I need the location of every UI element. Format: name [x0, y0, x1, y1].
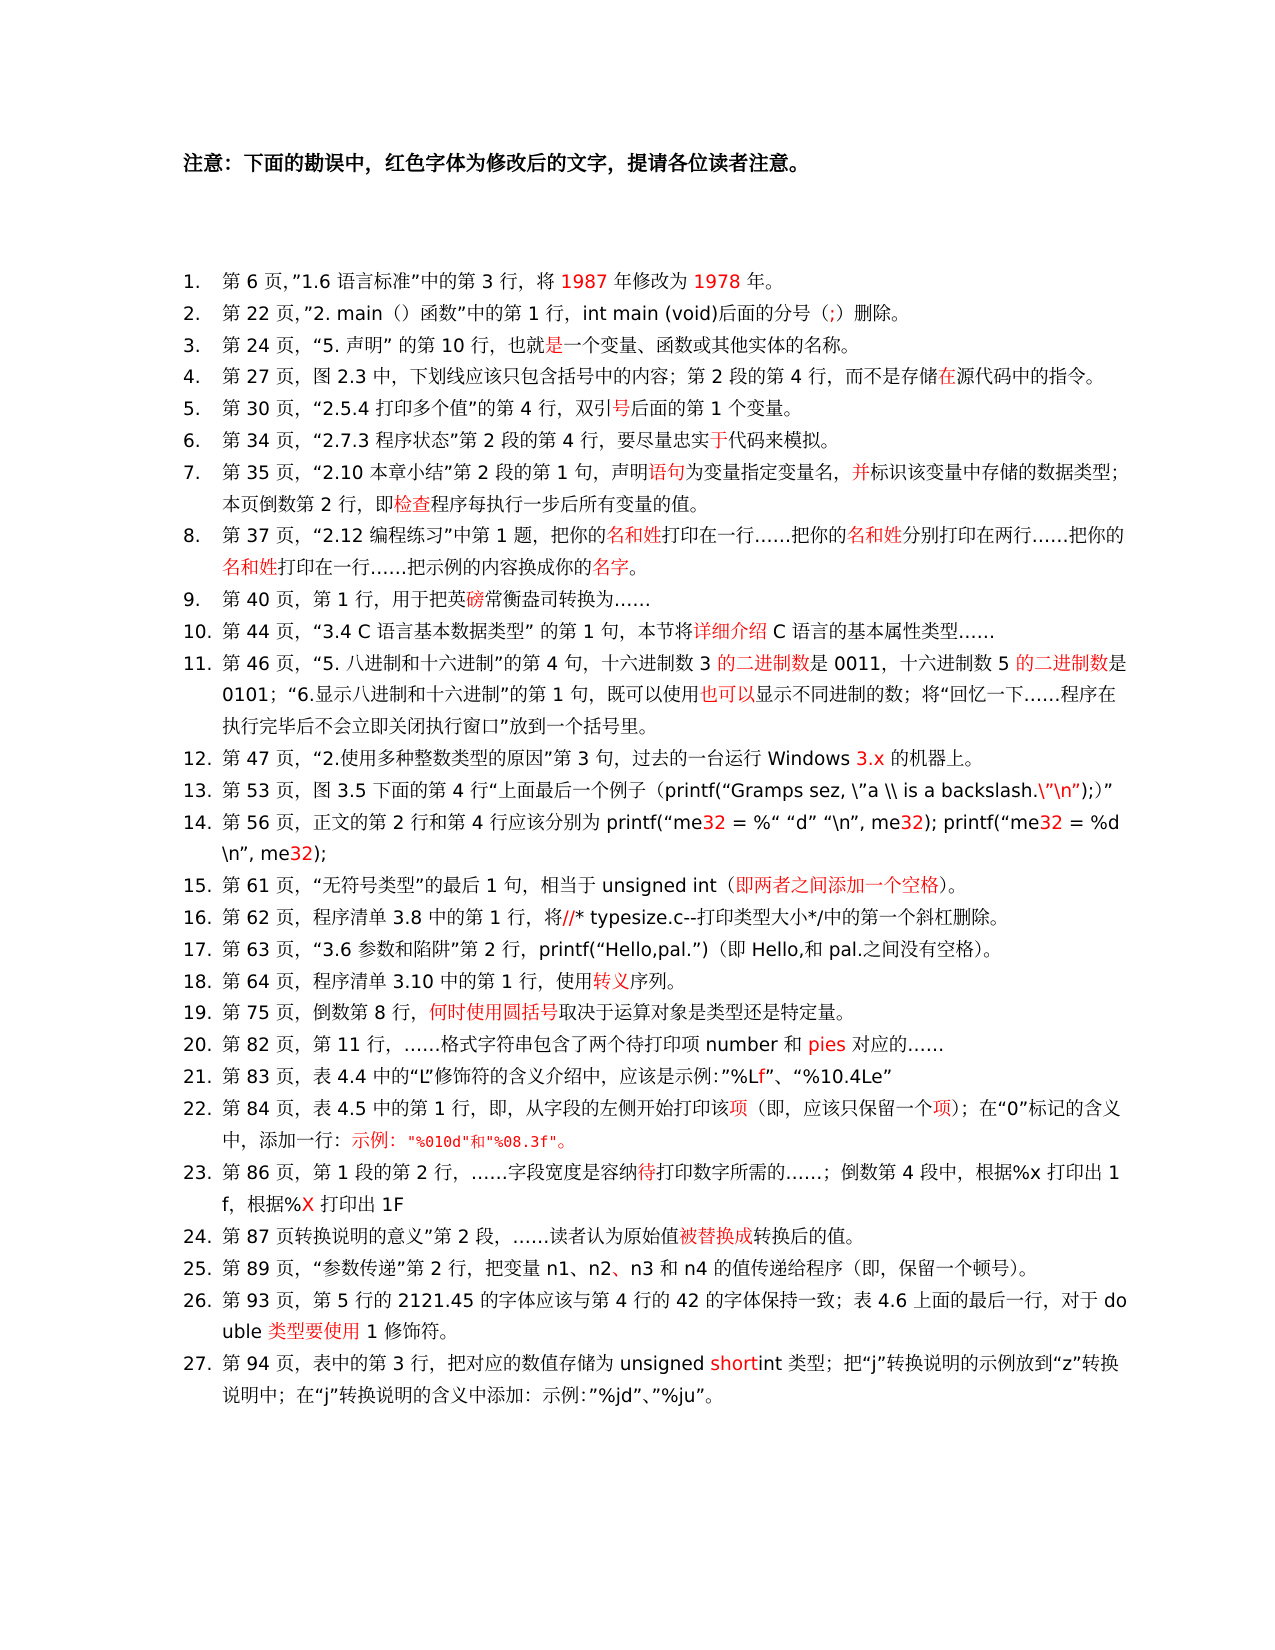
- item-text: [222, 426, 1133, 458]
- text-segment: 第 6 页，”1.6 语言标准”中的第 3 行，将: [222, 272, 561, 293]
- errata-item: [183, 426, 1133, 458]
- text-segment: 对应的……: [845, 1035, 945, 1057]
- item-number: 9.: [183, 589, 201, 611]
- item-number: 11.: [183, 653, 213, 675]
- corrected-text: 转义: [592, 971, 630, 993]
- item-number: 20.: [183, 1035, 213, 1057]
- text-segment: （即，应该只保留一个: [747, 1098, 933, 1120]
- text-segment: 打印在一行……把你的: [661, 526, 847, 548]
- item-number: 5.: [183, 399, 201, 421]
- corrected-text: 示例：: [351, 1130, 408, 1152]
- text-segment: 第 37 页，“2.12 编程练习”中第 1 题，把你的: [222, 526, 607, 548]
- notice-heading: 注意：下面的勘误中，红色字体为修改后的文字，提请各位读者注意。: [183, 151, 810, 175]
- corrected-text: short: [710, 1354, 758, 1376]
- text-segment: 常衡盎司转换为……: [484, 589, 651, 611]
- item-number: 10.: [183, 621, 213, 643]
- text-segment: 第 35 页，“2.10 本章小结”第 2 段的第 1 句，声明: [222, 462, 649, 484]
- text-segment: 转换后的值。: [752, 1226, 864, 1248]
- corrected-text: pies: [807, 1035, 846, 1057]
- item-text: [222, 649, 1133, 744]
- item-text: [222, 1094, 1133, 1159]
- corrected-text: 3.x: [856, 748, 885, 770]
- errata-item: [183, 1030, 1133, 1062]
- text-segment: 第 87 页转换说明的意义”第 2 段，……读者认为原始值: [222, 1226, 679, 1248]
- corrected-text: f: [758, 1066, 765, 1088]
- corrected-text: 在: [937, 367, 957, 389]
- text-segment: 是 0011，十六进制数 5: [809, 653, 1016, 675]
- item-text: [222, 299, 1133, 331]
- errata-item: [183, 1094, 1133, 1159]
- item-text: [222, 744, 1133, 776]
- corrected-text: 。: [557, 1130, 577, 1152]
- item-number: 15.: [183, 876, 213, 898]
- item-number: 24.: [183, 1226, 213, 1248]
- corrected-text: 检查: [393, 494, 431, 516]
- errata-item: [183, 1286, 1133, 1350]
- text-segment: int 类型；把“j”转换说明的示例放到“z”转换说明中；在“j”转换说明的含义中添加：示例：”%jd”、”%ju”。: [222, 1354, 1119, 1407]
- item-text: [222, 1286, 1133, 1350]
- corrected-text: 、: [611, 1258, 631, 1280]
- item-number: 3.: [183, 335, 201, 357]
- corrected-text: 何时使用圆括号: [428, 1003, 559, 1025]
- text-segment: 第 22 页，”2. main（）函数”中的第 1 行，int main (void)后面的分号（: [222, 303, 830, 325]
- item-text: [222, 394, 1133, 426]
- text-segment: 打印在一行……把示例的内容换成你的: [277, 558, 593, 580]
- text-segment: 第 27 页，图 2.3 中，下划线应该只包含括号中的内容；第 2 段的第 4 行，而不是存储: [222, 367, 938, 389]
- item-number: 25.: [183, 1258, 213, 1280]
- text-segment: );）”: [1080, 780, 1114, 802]
- corrected-text: 32: [702, 812, 726, 834]
- corrected-text: 详细介绍: [692, 621, 767, 643]
- text-segment: 源代码中的指令。: [956, 367, 1105, 389]
- text-segment: C 语言的基本属性类型……: [767, 621, 996, 643]
- text-segment: 第 84 页，表 4.5 中的第 1 行，即，从字段的左侧开始打印该: [222, 1098, 730, 1120]
- errata-item: [183, 617, 1133, 649]
- errata-item: [183, 1222, 1133, 1254]
- errata-list: [183, 267, 1133, 1413]
- text-segment: 第 64 页，程序清单 3.10 中的第 1 行，使用: [222, 971, 593, 993]
- corrected-text: 项: [932, 1098, 952, 1120]
- item-text: [222, 776, 1133, 808]
- errata-item: [183, 299, 1133, 331]
- errata-item: [183, 1158, 1133, 1222]
- item-text: [222, 458, 1133, 522]
- text-segment: 第 34 页，“2.7.3 程序状态”第 2 段的第 4 行，要尽量忠实: [222, 430, 710, 452]
- corrected-text: 语句: [648, 462, 686, 484]
- text-segment: ）；在“0”标记的含义中，添加一行：: [222, 1098, 1121, 1152]
- corrected-text: ;: [829, 303, 836, 325]
- text-segment: ）删除。: [835, 303, 910, 325]
- item-number: 22.: [183, 1098, 213, 1120]
- text-segment: 年修改为: [607, 272, 694, 293]
- text-segment: 第 30 页，“2.5.4 打印多个值”的第 4 行，双引: [222, 399, 612, 421]
- text-segment: 第 44 页，“3.4 C 语言基本数据类型” 的第 1 句，本节将: [222, 621, 693, 643]
- text-segment: 打印数字所需的……；倒数第 4 段中，根据%x 打印出 1f，根据%: [222, 1163, 1120, 1217]
- item-text: [222, 617, 1133, 649]
- errata-item: [183, 267, 1133, 299]
- text-segment: 显示不同进制的数；将“回忆一下……程序在执行完毕后不会立即关闭执行窗口”放到一个括号里。: [222, 685, 1117, 739]
- item-number: 7.: [183, 462, 201, 484]
- errata-item: [183, 585, 1133, 617]
- errata-item: [183, 458, 1133, 522]
- corrected-text: 磅: [465, 589, 485, 611]
- errata-item: [183, 1349, 1133, 1413]
- item-number: 2.: [183, 303, 201, 325]
- errata-item: [183, 521, 1133, 585]
- text-segment: 第 83 页，表 4.4 中的“L”修饰符的含义介绍中，应该是示例：”%L: [222, 1066, 759, 1088]
- corrected-text: 项: [729, 1098, 748, 1120]
- item-number: 17.: [183, 939, 213, 961]
- item-number: 8.: [183, 526, 201, 548]
- corrected-text: X: [301, 1195, 315, 1217]
- corrected-text: 是: [544, 335, 564, 357]
- text-segment: = %d\n”, me: [222, 812, 1120, 866]
- errata-item: [183, 808, 1133, 872]
- item-text: [222, 331, 1133, 363]
- item-number: 12.: [183, 748, 213, 770]
- item-text: [222, 362, 1133, 394]
- text-segment: 第 82 页，第 11 行，……格式字符串包含了两个待打印项 number 和: [222, 1035, 808, 1057]
- errata-item: [183, 903, 1133, 935]
- corrected-text: 于: [709, 430, 729, 452]
- text-segment: 第 89 页，“参数传递”第 2 行，把变量 n1、n2: [222, 1258, 612, 1280]
- text-segment: 第 63 页，“3.6 参数和陷阱”第 2 行，printf(“Hello,pal.”)（即 Hello,和 pal.之间没有空格）。: [222, 939, 1002, 961]
- text-segment: n3 和 n4 的值传递给程序（即，保留一个顿号）。: [630, 1258, 1038, 1280]
- text-segment: 后面的第 1 个变量。: [630, 399, 803, 421]
- errata-item: [183, 744, 1133, 776]
- corrected-text: 也可以: [699, 685, 755, 707]
- item-text: [222, 998, 1133, 1030]
- item-text: [222, 967, 1133, 999]
- corrected-text: 名和姓: [846, 526, 903, 548]
- errata-item: [183, 362, 1133, 394]
- item-text: [222, 903, 1133, 935]
- text-segment: 1 修饰符。: [360, 1322, 458, 1344]
- item-number: 1.: [183, 272, 201, 293]
- corrected-text: 即两者之间添加一个空格: [735, 876, 939, 898]
- text-segment: 第 86 页，第 1 段的第 2 行，……字段宽度是容纳: [222, 1163, 638, 1185]
- text-segment: 第 40 页，第 1 行，用于把英: [222, 589, 466, 611]
- item-text: [222, 585, 1133, 617]
- item-number: 18.: [183, 971, 213, 993]
- item-text: [222, 1030, 1133, 1062]
- errata-item: [183, 967, 1133, 999]
- text-segment: 取决于运算对象是类型还是特定量。: [558, 1003, 855, 1025]
- text-segment: 第 61 页，“无符号类型”的最后 1 句，相当于 unsigned int（: [222, 876, 736, 898]
- text-segment: * typesize.c--打印类型大小*/中的第一个斜杠删除。: [575, 907, 1009, 929]
- item-text: [222, 267, 1133, 299]
- corrected-text: 1987: [560, 272, 608, 293]
- corrected-text: 名和姓: [606, 526, 662, 548]
- text-segment: 第 93 页，第 5 行的 2121.45 的字体应该与第 4 行的 42 的字体保持一致；表 4.6 上面的最后一行，对于 double: [222, 1290, 1128, 1344]
- item-number: 4.: [183, 367, 201, 389]
- corrected-text: "%010d"和"%08.3f": [407, 1132, 558, 1151]
- errata-item: [183, 935, 1133, 967]
- corrected-text: //: [562, 907, 575, 929]
- text-segment: );: [313, 844, 327, 866]
- text-segment: 第 24 页，“5. 声明” 的第 10 行，也就: [222, 335, 545, 357]
- text-segment: ）。: [938, 876, 967, 898]
- item-text: [222, 1222, 1133, 1254]
- corrected-text: 类型要使用: [267, 1322, 361, 1344]
- corrected-text: \”\n”: [1038, 780, 1081, 802]
- corrected-text: 名字: [592, 558, 630, 580]
- item-text: [222, 1254, 1133, 1286]
- text-segment: 第 46 页，“5. 八进制和十六进制”的第 4 句，十六进制数 3: [222, 653, 718, 675]
- corrected-text: 待: [637, 1163, 656, 1185]
- errata-item: [183, 394, 1133, 426]
- item-text: [222, 1158, 1133, 1222]
- text-segment: 第 47 页，“2.使用多种整数类型的原因”第 3 句，过去的一台运行 Windows: [222, 748, 856, 770]
- corrected-text: 32: [900, 812, 924, 834]
- item-text: [222, 1349, 1133, 1413]
- item-number: 27.: [183, 1354, 213, 1376]
- item-text: [222, 808, 1133, 872]
- item-number: 19.: [183, 1003, 213, 1025]
- text-segment: 序列。: [629, 971, 686, 993]
- corrected-text: 号: [611, 399, 631, 421]
- corrected-text: 32: [1039, 812, 1063, 834]
- text-segment: 第 62 页，程序清单 3.8 中的第 1 行，将: [222, 907, 563, 929]
- text-segment: 第 94 页，表中的第 3 行，把对应的数值存储为 unsigned: [222, 1354, 711, 1376]
- text-segment: 的机器上。: [884, 748, 983, 770]
- text-segment: 一个变量、函数或其他实体的名称。: [563, 335, 860, 357]
- text-segment: 为变量指定变量名，: [685, 462, 852, 484]
- errata-item: [183, 1062, 1133, 1094]
- text-segment: 是 0101；“6.显示八进制和十六进制”的第 1 句，既可以使用: [222, 653, 1127, 707]
- errata-item: [183, 776, 1133, 808]
- corrected-text: 32: [289, 844, 314, 866]
- item-number: 23.: [183, 1163, 213, 1185]
- item-number: 21.: [183, 1066, 213, 1088]
- corrected-text: 并: [851, 462, 871, 484]
- errata-item: [183, 1254, 1133, 1286]
- corrected-text: 名和姓: [222, 558, 278, 580]
- text-segment: 程序每执行一步后所有变量的值。: [430, 494, 709, 516]
- item-text: [222, 871, 1133, 903]
- text-segment: 第 56 页，正文的第 2 行和第 4 行应该分别为 printf(“me: [222, 812, 703, 834]
- text-segment: = %“ “d” “\n”, me: [725, 812, 901, 834]
- text-segment: ); printf(“me: [923, 812, 1040, 834]
- item-text: [222, 1062, 1133, 1094]
- text-segment: 。: [629, 558, 648, 580]
- item-number: 14.: [183, 812, 213, 834]
- text-segment: 标识该变量中存储的数据类型；本页倒数第 2 行，即: [222, 462, 1130, 516]
- text-segment: ”、“%10.4Le”: [764, 1066, 893, 1088]
- item-number: 16.: [183, 907, 213, 929]
- errata-item: [183, 871, 1133, 903]
- item-number: 13.: [183, 780, 213, 802]
- text-segment: 年。: [740, 272, 784, 293]
- errata-item: [183, 649, 1133, 744]
- text-segment: 打印出 1F: [314, 1195, 404, 1217]
- text-segment: 第 53 页，图 3.5 下面的第 4 行“上面最后一个例子（printf(“Gramps sez, \”a \\ is a backslash.: [222, 780, 1039, 802]
- corrected-text: 的二进制数: [717, 653, 810, 675]
- errata-item: [183, 331, 1133, 363]
- corrected-text: 的二进制数: [1015, 653, 1109, 675]
- item-text: [222, 935, 1133, 967]
- text-segment: 分别打印在两行……把你的: [902, 526, 1125, 548]
- item-number: 26.: [183, 1290, 213, 1312]
- text-segment: 第 75 页，倒数第 8 行，: [222, 1003, 429, 1025]
- item-number: 6.: [183, 430, 201, 452]
- item-text: [222, 521, 1133, 585]
- corrected-text: 被替换成: [678, 1226, 753, 1248]
- errata-item: [183, 998, 1133, 1030]
- text-segment: 代码来模拟。: [728, 430, 840, 452]
- corrected-text: 1978: [693, 272, 741, 293]
